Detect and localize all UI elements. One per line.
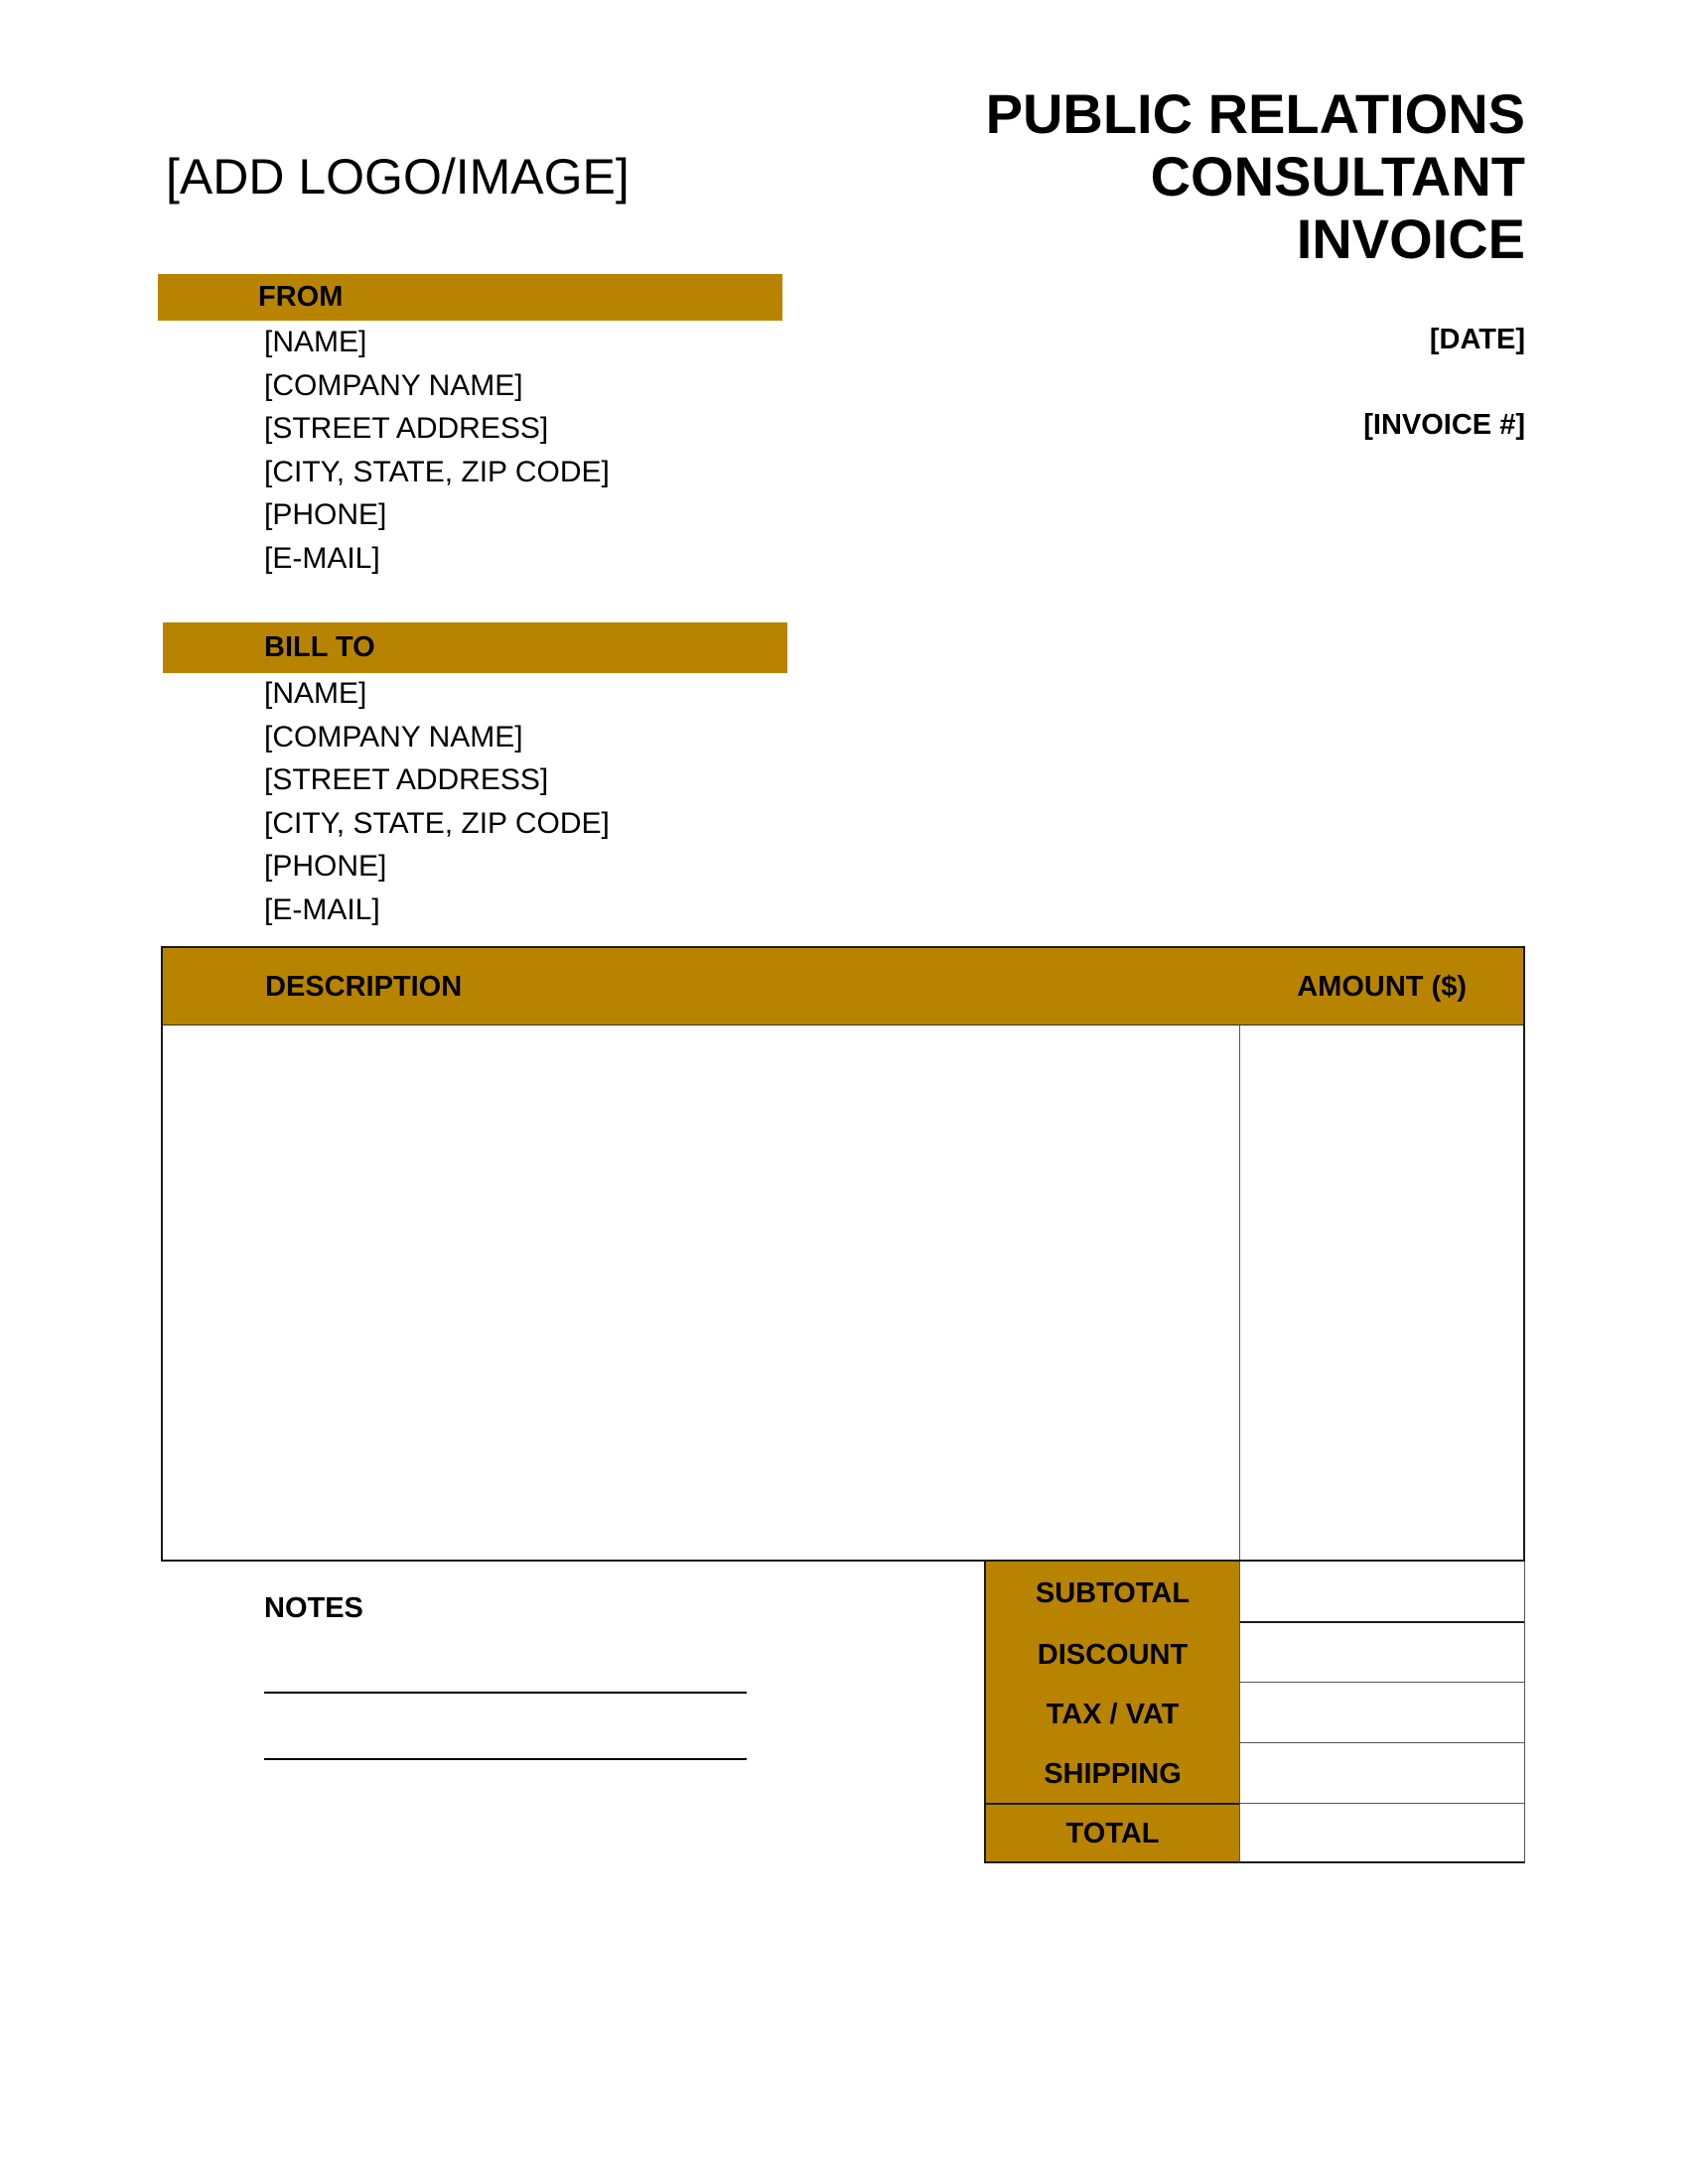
total-label: TOTAL xyxy=(1065,1818,1160,1849)
row-divider xyxy=(1240,1803,1524,1804)
from-name-field[interactable]: [NAME] xyxy=(264,326,367,358)
from-address-block xyxy=(264,321,610,580)
from-phone-field[interactable]: [PHONE] xyxy=(264,498,387,531)
notes-line[interactable] xyxy=(264,1758,747,1760)
bill-to-heading xyxy=(163,622,787,673)
bill-to-heading-label: BILL TO xyxy=(264,631,375,663)
shipping-label: SHIPPING xyxy=(1044,1758,1182,1790)
amount-header: AMOUNT ($) xyxy=(1297,971,1467,1003)
bill-to-address-block xyxy=(264,672,610,931)
totals-values xyxy=(1239,1562,1525,1863)
total-value-cell[interactable] xyxy=(1240,1805,1524,1861)
line-items-table xyxy=(161,946,1525,1562)
logo-placeholder[interactable]: [ADD LOGO/IMAGE] xyxy=(166,149,630,205)
bill-to-street-field[interactable]: [STREET ADDRESS] xyxy=(264,763,549,796)
from-heading xyxy=(158,274,782,321)
subtotal-value-cell[interactable] xyxy=(1240,1562,1524,1621)
from-email-field[interactable]: [E-MAIL] xyxy=(264,541,380,575)
notes-label: NOTES xyxy=(264,1592,363,1624)
discount-value-cell[interactable] xyxy=(1240,1622,1524,1682)
invoice-number-field[interactable]: [INVOICE #] xyxy=(1363,409,1525,441)
total-divider xyxy=(986,1803,1239,1805)
title-line-1: PUBLIC RELATIONS xyxy=(985,82,1525,145)
bill-to-email-field[interactable]: [E-MAIL] xyxy=(264,892,380,926)
invoice-title xyxy=(830,82,1525,270)
tax-value-cell[interactable] xyxy=(1240,1683,1524,1742)
line-items-body[interactable] xyxy=(163,1025,1523,1560)
from-city-field[interactable]: [CITY, STATE, ZIP CODE] xyxy=(264,455,610,488)
title-line-2: CONSULTANT xyxy=(1150,145,1525,207)
totals-labels xyxy=(984,1562,1239,1863)
from-heading-label: FROM xyxy=(258,281,344,313)
discount-label: DISCOUNT xyxy=(1037,1639,1189,1671)
bill-to-phone-field[interactable]: [PHONE] xyxy=(264,850,387,883)
from-company-field[interactable]: [COMPANY NAME] xyxy=(264,368,523,402)
bill-to-name-field[interactable]: [NAME] xyxy=(264,677,367,710)
subtotal-label: SUBTOTAL xyxy=(1035,1577,1191,1609)
description-header: DESCRIPTION xyxy=(265,971,463,1003)
line-items-header xyxy=(163,948,1523,1025)
notes-line[interactable] xyxy=(264,1692,747,1694)
tax-label: TAX / VAT xyxy=(1046,1699,1180,1730)
column-divider xyxy=(1239,1025,1240,1560)
from-street-field[interactable]: [STREET ADDRESS] xyxy=(264,412,549,445)
shipping-value-cell[interactable] xyxy=(1240,1743,1524,1803)
bill-to-city-field[interactable]: [CITY, STATE, ZIP CODE] xyxy=(264,806,610,840)
title-line-3: INVOICE xyxy=(1296,207,1525,270)
bill-to-company-field[interactable]: [COMPANY NAME] xyxy=(264,720,523,753)
totals-block xyxy=(984,1562,1525,1863)
date-field[interactable]: [DATE] xyxy=(1429,324,1525,355)
